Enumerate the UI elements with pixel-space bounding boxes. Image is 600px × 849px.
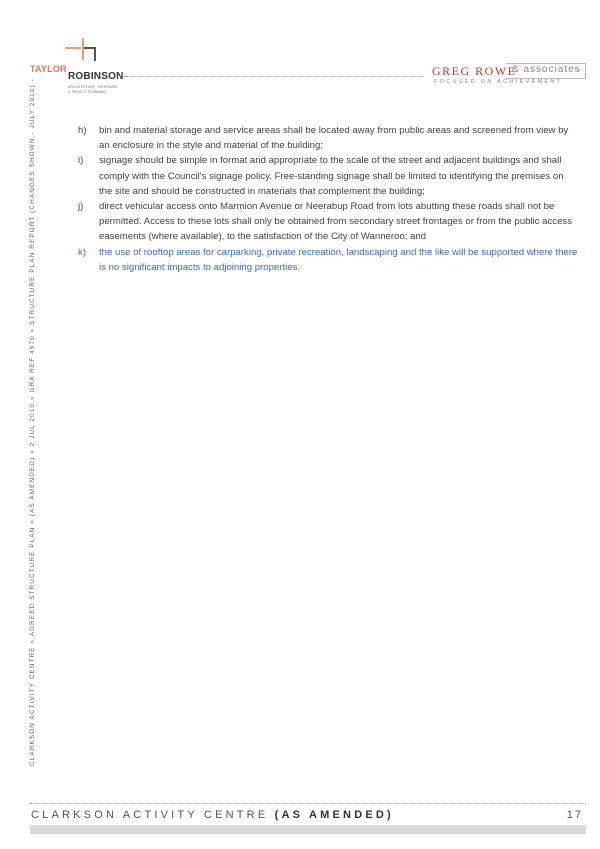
footer-title-main: CLARKSON ACTIVITY CENTRE xyxy=(31,809,269,821)
list-item-text: direct vehicular access onto Marmion Avenue or Neerabup Road from lots abutting these roads shall not be permitted. Access to these lots shall only be obtained from secondary street frontages or from the public access easements (where available), to the satisfaction of the City of Wanneroo; and xyxy=(99,201,572,243)
footer-title xyxy=(31,809,394,821)
logo-mark-vertical xyxy=(82,38,84,60)
greg-rowe-tagline: FOCUSED ON ACHIEVEMENT xyxy=(434,79,563,85)
list-item-marker: k) xyxy=(78,246,86,258)
list-item-marker: j) xyxy=(78,201,84,213)
list-item-marker: h) xyxy=(78,125,87,136)
list-item-marker: i) xyxy=(78,155,84,167)
logo-name-robinson: ROBINSON xyxy=(68,71,124,82)
page-number: 17 xyxy=(566,809,583,821)
list-item-text: the use of rooftop areas for carparking, private recreation, landscaping and the like will be supported where there is no significant impacts to adjoining properties. xyxy=(99,246,578,273)
policy-list xyxy=(78,123,578,275)
list-item xyxy=(78,123,578,153)
taylor-robinson-logo xyxy=(28,38,138,98)
footer-bar xyxy=(30,825,586,834)
header-dotted-rule xyxy=(124,76,424,77)
logo-mark-left xyxy=(65,47,81,49)
logo-subline-1: ARCHITECTURE · INTERIORS xyxy=(68,85,118,89)
footer-title-strong: (AS AMENDED) xyxy=(274,809,394,821)
footer-dotted-rule xyxy=(30,803,586,804)
list-item-text: bin and material storage and service areas shall be located away from public areas and screened from view by an enclosure in the style and material of the building; xyxy=(99,125,569,152)
list-item xyxy=(78,153,578,199)
list-item-text: signage should be simple in format and appropriate to the scale of the street and adjacent buildings and shall comply with the Council's signage policy. Free-standing signage shall be limited to identifying the premises on the site and should be constructed in materials that complement the building; xyxy=(99,155,564,197)
greg-rowe-logo-suffix: & associates xyxy=(512,64,581,75)
logo-name-taylor: TAYLOR xyxy=(30,64,67,74)
greg-rowe-logo-name: GREG ROWE xyxy=(432,64,517,78)
logo-mark-right-vertical xyxy=(94,47,96,61)
side-document-reference: CLARKSON ACTIVITY CENTRE » AGREED STRUCTURE PLAN » (AS AMENDED) » 2 JUL 2010 » GRA REF 4970 » STRUCTURE PLAN REPORT (CHANGES SHOWN - JULY 2010) - xyxy=(29,78,36,766)
logo-subline-2: & PROJECT PLANNING xyxy=(68,90,107,94)
list-item xyxy=(78,199,578,245)
list-item-changed xyxy=(78,245,578,275)
